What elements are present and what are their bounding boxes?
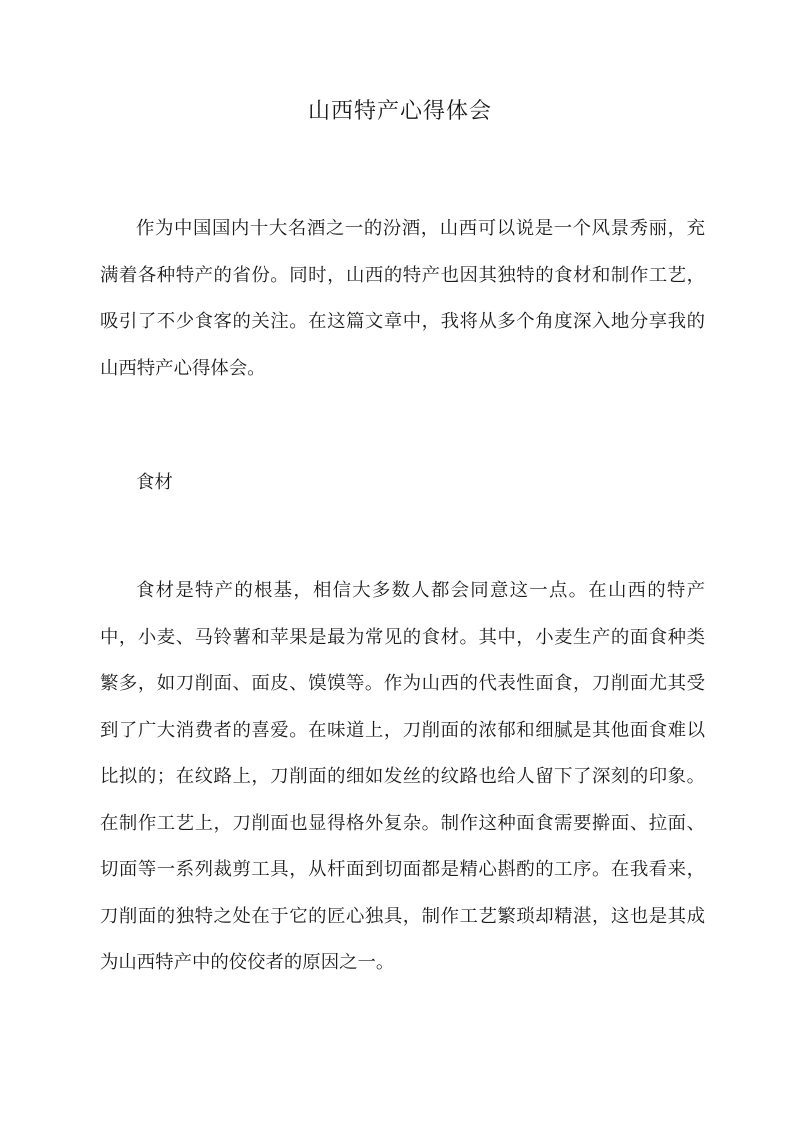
- intro-paragraph: 作为中国国内十大名酒之一的汾酒，山西可以说是一个风景秀丽，充满着各种特产的省份。同时，山西的特产也因其独特的食材和制作工艺，吸引了不少食客的关注。在这篇文章中，我将从多个角度深入地分享我的山西特产心得体会。: [100, 218, 705, 379]
- page-title: 山西特产心得体会: [307, 99, 492, 124]
- section-body-paragraph: 食材是特产的根基，相信大多数人都会同意这一点。在山西的特产中，小麦、马铃薯和苹果是最为常见的食材。其中，小麦生产的面食种类繁多，如刀削面、面皮、馍馍等。作为山西的代表性面食，刀削面尤其受到了广大消费者的喜爱。在味道上，刀削面的浓郁和细腻是其他面食难以比拟的；在纹路上，刀削面的细如发丝的纹路也给人留下了深刻的印象。在制作工艺上，刀削面也显得格外复杂。制作这种面食需要擀面、拉面、切面等一系列裁剪工具，从杆面到切面都是精心斟酌的工序。在我看来，刀削面的独特之处在于它的匠心独具，制作工艺繁琐却精湛，这也是其成为山西特产中的佼佼者的原因之一。: [100, 580, 705, 973]
- section-heading: 食材: [136, 472, 173, 493]
